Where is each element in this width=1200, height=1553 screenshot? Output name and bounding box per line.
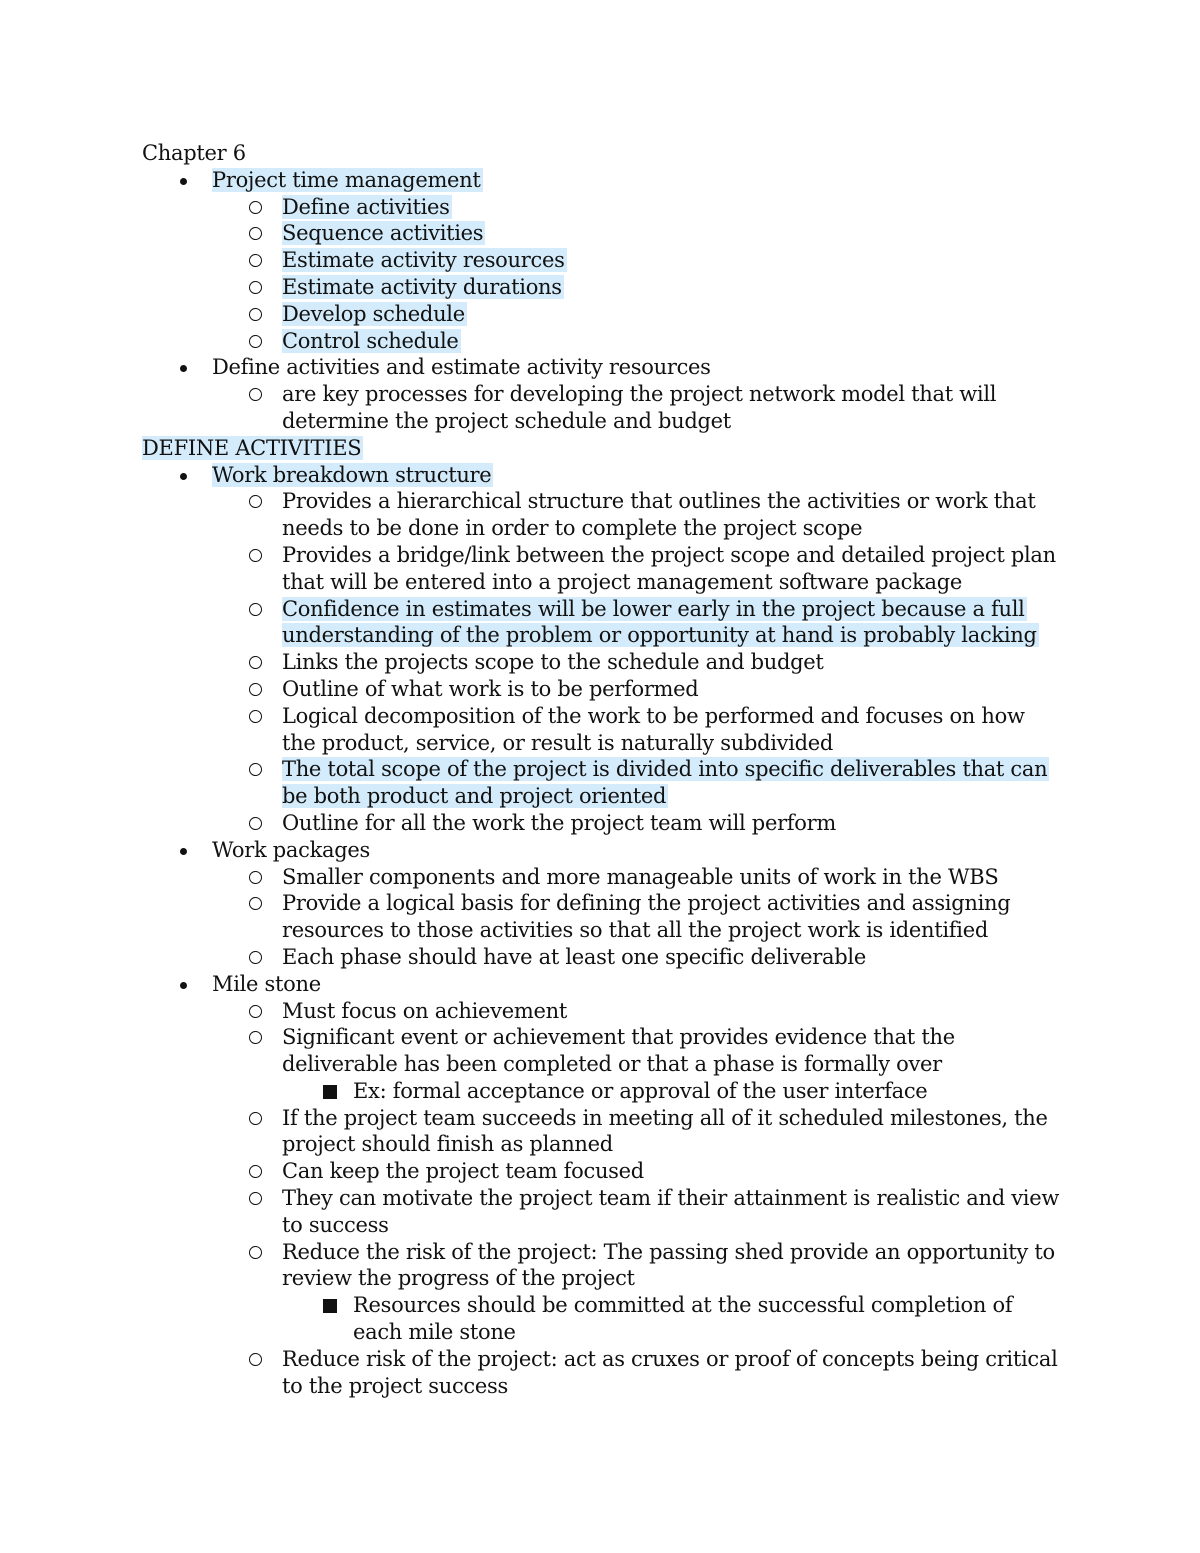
list-item-line xyxy=(142,676,1082,703)
list-item-line xyxy=(142,194,1082,221)
line-text: deliverable has been completed or that a phase is formally over xyxy=(282,1052,942,1077)
line-text: Logical decomposition of the work to be performed and focuses on how xyxy=(282,703,1025,728)
line-text: the product, service, or result is naturally subdivided xyxy=(282,730,834,755)
hollow-circle-bullet-icon xyxy=(249,897,262,910)
line-text: each mile stone xyxy=(353,1320,516,1345)
line-text: The total scope of the project is divided into specific deliverables that can xyxy=(282,757,1048,782)
line-text: project should finish as planned xyxy=(282,1132,613,1157)
line-text: resources to those activities so that all the project work is identified xyxy=(282,918,988,943)
list-item-line xyxy=(142,730,1082,757)
list-item-line xyxy=(142,1265,1082,1292)
list-item-line xyxy=(142,810,1082,837)
list-item-line xyxy=(142,622,1082,649)
line-text: Outline of what work is to be performed xyxy=(282,676,699,701)
line-text: review the progress of the project xyxy=(282,1266,635,1291)
line-text: Provides a bridge/link between the project scope and detailed project plan xyxy=(282,542,1056,567)
line-text: Resources should be committed at the successful completion of xyxy=(353,1293,1013,1318)
hollow-circle-bullet-icon xyxy=(249,549,262,562)
list-item-line xyxy=(142,569,1082,596)
hollow-circle-bullet-icon xyxy=(249,254,262,267)
hollow-circle-bullet-icon xyxy=(249,763,262,776)
list-item-line xyxy=(142,1292,1082,1319)
line-text: to success xyxy=(282,1212,389,1237)
list-item-line xyxy=(142,1239,1082,1266)
heading-line xyxy=(142,435,1082,462)
line-text: DEFINE ACTIVITIES xyxy=(142,435,362,460)
list-item-line xyxy=(142,944,1082,971)
line-text: Outline for all the work the project team will perform xyxy=(282,810,836,835)
list-item-line xyxy=(142,354,1082,381)
square-bullet-icon xyxy=(323,1299,337,1313)
line-text: Significant event or achievement that provides evidence that the xyxy=(282,1025,955,1050)
line-text: Can keep the project team focused xyxy=(282,1159,644,1184)
list-item-line xyxy=(142,542,1082,569)
line-text: If the project team succeeds in meeting all of it scheduled milestones, the xyxy=(282,1105,1048,1130)
list-item-line xyxy=(142,1024,1082,1051)
line-text: be both product and project oriented xyxy=(282,784,667,809)
list-item-line xyxy=(142,274,1082,301)
line-text: Develop schedule xyxy=(282,301,465,326)
list-item-line xyxy=(142,488,1082,515)
square-bullet-icon xyxy=(323,1085,337,1099)
bullet-icon xyxy=(180,982,187,989)
line-text: Links the projects scope to the schedule and budget xyxy=(282,650,824,675)
line-text: Each phase should have at least one specific deliverable xyxy=(282,944,866,969)
hollow-circle-bullet-icon xyxy=(249,656,262,669)
line-text: Define activities xyxy=(282,194,450,219)
list-item-line xyxy=(142,1346,1082,1373)
line-text: Ex: formal acceptance or approval of the user interface xyxy=(353,1078,928,1103)
bullet-icon xyxy=(180,473,187,480)
hollow-circle-bullet-icon xyxy=(249,603,262,616)
line-text: Reduce the risk of the project: The passing shed provide an opportunity to xyxy=(282,1239,1055,1264)
list-item-line xyxy=(142,917,1082,944)
line-text: Provide a logical basis for defining the project activities and assigning xyxy=(282,891,1011,916)
line-text: Mile stone xyxy=(212,971,321,996)
list-item-line xyxy=(142,837,1082,864)
line-text: needs to be done in order to complete the project scope xyxy=(282,516,863,541)
list-item-line xyxy=(142,408,1082,435)
line-text: understanding of the problem or opportunity at hand is probably lacking xyxy=(282,623,1037,648)
list-item-line xyxy=(142,220,1082,247)
line-text: Work breakdown structure xyxy=(212,462,492,487)
list-item-line xyxy=(142,1158,1082,1185)
hollow-circle-bullet-icon xyxy=(249,1005,262,1018)
list-item-line xyxy=(142,1105,1082,1132)
hollow-circle-bullet-icon xyxy=(249,1165,262,1178)
list-item-line xyxy=(142,301,1082,328)
bullet-icon xyxy=(180,365,187,372)
list-item-line xyxy=(142,864,1082,891)
list-item-line xyxy=(142,247,1082,274)
hollow-circle-bullet-icon xyxy=(249,308,262,321)
list-item-line xyxy=(142,167,1082,194)
list-item-line xyxy=(142,515,1082,542)
heading-line xyxy=(142,140,1082,167)
hollow-circle-bullet-icon xyxy=(249,227,262,240)
hollow-circle-bullet-icon xyxy=(249,495,262,508)
list-item-line xyxy=(142,783,1082,810)
hollow-circle-bullet-icon xyxy=(249,951,262,964)
hollow-circle-bullet-icon xyxy=(249,1353,262,1366)
hollow-circle-bullet-icon xyxy=(249,388,262,401)
bullet-icon xyxy=(180,178,187,185)
list-item-line xyxy=(142,1051,1082,1078)
hollow-circle-bullet-icon xyxy=(249,683,262,696)
line-text: Chapter 6 xyxy=(142,141,246,165)
hollow-circle-bullet-icon xyxy=(249,1112,262,1125)
line-text: that will be entered into a project management software package xyxy=(282,569,963,594)
line-text: Must focus on achievement xyxy=(282,998,567,1023)
bullet-icon xyxy=(180,848,187,855)
line-text: They can motivate the project team if their attainment is realistic and view xyxy=(282,1186,1060,1211)
line-text: Control schedule xyxy=(282,328,459,353)
hollow-circle-bullet-icon xyxy=(249,1192,262,1205)
line-text: Confidence in estimates will be lower early in the project because a full xyxy=(282,596,1025,621)
line-text: Sequence activities xyxy=(282,221,484,246)
hollow-circle-bullet-icon xyxy=(249,817,262,830)
list-item-line xyxy=(142,381,1082,408)
line-text: Project time management xyxy=(212,167,481,192)
hollow-circle-bullet-icon xyxy=(249,710,262,723)
list-item-line xyxy=(142,1078,1082,1105)
list-item-line xyxy=(142,462,1082,489)
list-item-line xyxy=(142,596,1082,623)
line-text: Smaller components and more manageable units of work in the WBS xyxy=(282,864,999,889)
hollow-circle-bullet-icon xyxy=(249,335,262,348)
line-text: Work packages xyxy=(212,837,370,862)
document-page xyxy=(142,140,1082,1399)
list-item-line xyxy=(142,756,1082,783)
line-text: are key processes for developing the project network model that will xyxy=(282,382,997,407)
list-item-line xyxy=(142,703,1082,730)
line-text: Estimate activity resources xyxy=(282,248,565,273)
hollow-circle-bullet-icon xyxy=(249,871,262,884)
line-text: determine the project schedule and budget xyxy=(282,408,731,433)
hollow-circle-bullet-icon xyxy=(249,201,262,214)
line-text: Reduce risk of the project: act as cruxes or proof of concepts being critical xyxy=(282,1346,1058,1371)
list-item-line xyxy=(142,1185,1082,1212)
list-item-line xyxy=(142,998,1082,1025)
line-text: Provides a hierarchical structure that outlines the activities or work that xyxy=(282,489,1036,514)
list-item-line xyxy=(142,1212,1082,1239)
hollow-circle-bullet-icon xyxy=(249,1246,262,1259)
list-item-line xyxy=(142,971,1082,998)
line-text: to the project success xyxy=(282,1373,508,1398)
list-item-line xyxy=(142,328,1082,355)
line-text: Define activities and estimate activity resources xyxy=(212,355,711,380)
list-item-line xyxy=(142,1131,1082,1158)
line-text: Estimate activity durations xyxy=(282,274,562,299)
list-item-line xyxy=(142,890,1082,917)
list-item-line xyxy=(142,1319,1082,1346)
hollow-circle-bullet-icon xyxy=(249,1031,262,1044)
hollow-circle-bullet-icon xyxy=(249,281,262,294)
list-item-line xyxy=(142,649,1082,676)
list-item-line xyxy=(142,1373,1082,1400)
